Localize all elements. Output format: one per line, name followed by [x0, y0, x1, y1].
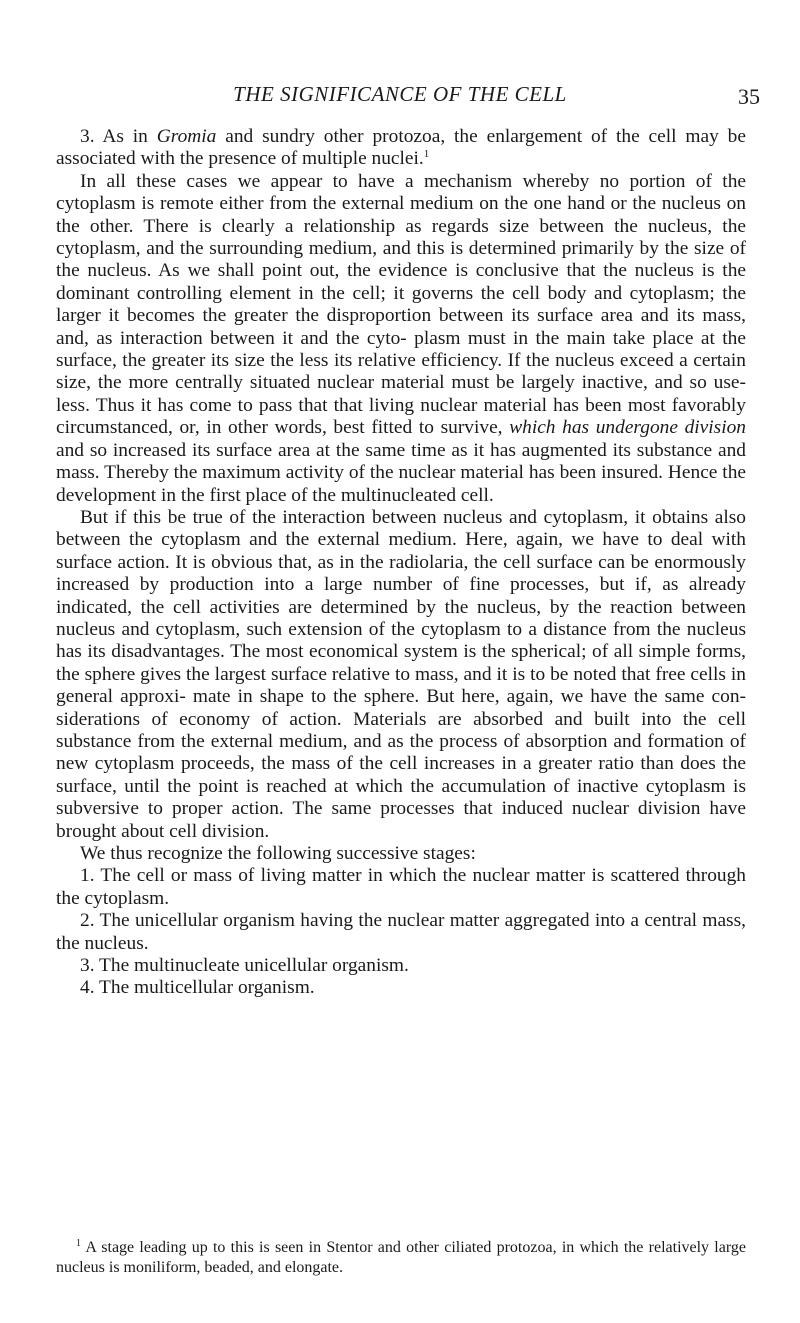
stage-item: 1. The cell or mass of living matter in which the nuclear matter is scattered through the cytoplasm. [56, 865, 746, 909]
stage-item: 4. The multicellular organism. [80, 977, 315, 999]
page-number: 35 [738, 84, 760, 109]
stage-item: 2. The unicellular organism having the nuclear matter aggregated into a central mass, the nucleus. [56, 910, 746, 954]
stage-item: 3. The multinucleate unicellular organism. [80, 955, 409, 977]
italic-term: Gromia [156, 126, 217, 147]
footnote [56, 1238, 746, 1278]
italic-phrase: which has undergone division [509, 417, 746, 439]
paragraph-text: In all these cases we appear to have a mechanism whereby no portion of the cytoplasm is remote either from the external medium on the one hand or the nucleus on the other. There is clearly a relationship as regards size between the nucleus, the cytoplasm, and the surrounding medium, and this is determined primarily by the size of the nucleus. As we shall point out, the evidence is conclusive that the nucleus is the dominant controlling element in the cell; it governs the cell body and cytoplasm; the larger it becomes the greater the disproportion between its surface area and its mass, and, as interaction between it and the cyto- plasm must in the main take place at the surface, the greater its size the less its relative efficiency. If the nucleus exceed a certain size, the more centrally situated nuclear material must be largely inactive, and so use- less. Thus it has come to pass that that living nuclear material has been most favorably circumstanced, or, in other words, best fitted to survive, [56, 170, 746, 439]
footnote-text: A stage leading up to this is seen in Stentor and other ciliated protozoa, in which the relatively large nucleus is moniliform, beaded, and elongate. [56, 1239, 746, 1276]
paragraph-surface-action: But if this be true of the interaction between nucleus and cytoplasm, it obtains also between the cytoplasm and the external medium. Here, again, we have to deal with surface action. It is obvious that, as in the radiolaria, the cell surface can be enormously increased by production into a large number of fine processes, but if, as already indicated, the cell activities are determined by the nucleus, by the reaction between nucleus and cytoplasm, such extension of the cytoplasm to a distance from the nucleus has its disadvantages. The most economical system is the spherical; of all simple forms, the sphere gives the largest surface relative to mass, and it is to be noted that free cells in general approxi- mate in shape to the sphere. But here, again, we have the same con- siderations of economy of action. Materials are absorbed and built into the cell substance from the external medium, and as the process of absorption and formation of new cytoplasm proceeds, the mass of the cell increases in a greater ratio than does the surface, until the point is reached at which the accumulation of inactive cytoplasm is subversive to proper action. The same processes that induced nuclear division have brought about cell division. [56, 506, 746, 842]
paragraph-text: and so increased its surface area at the same time as it has augmented its substance and mass. Thereby the maximum activity of the nuclear material has been insured. Hence the development in the first place of the multinucleated cell. [56, 439, 746, 506]
body-text [56, 126, 746, 1000]
paragraph-mechanism [56, 171, 746, 507]
paragraph-gromia [56, 126, 746, 171]
paragraph-text: and sundry other protozoa, the enlargement of the cell may be associated with the presence of multiple nuclei. [56, 126, 746, 170]
footnote-reference: 1 [423, 148, 430, 161]
footnote-marker: 1 [76, 1238, 81, 1249]
running-title: THE SIGNIFICANCE OF THE CELL [233, 82, 567, 106]
paragraph-stages-intro: We thus recognize the following successive stages: [80, 843, 476, 864]
paragraph-text: 3. As in [80, 126, 157, 147]
